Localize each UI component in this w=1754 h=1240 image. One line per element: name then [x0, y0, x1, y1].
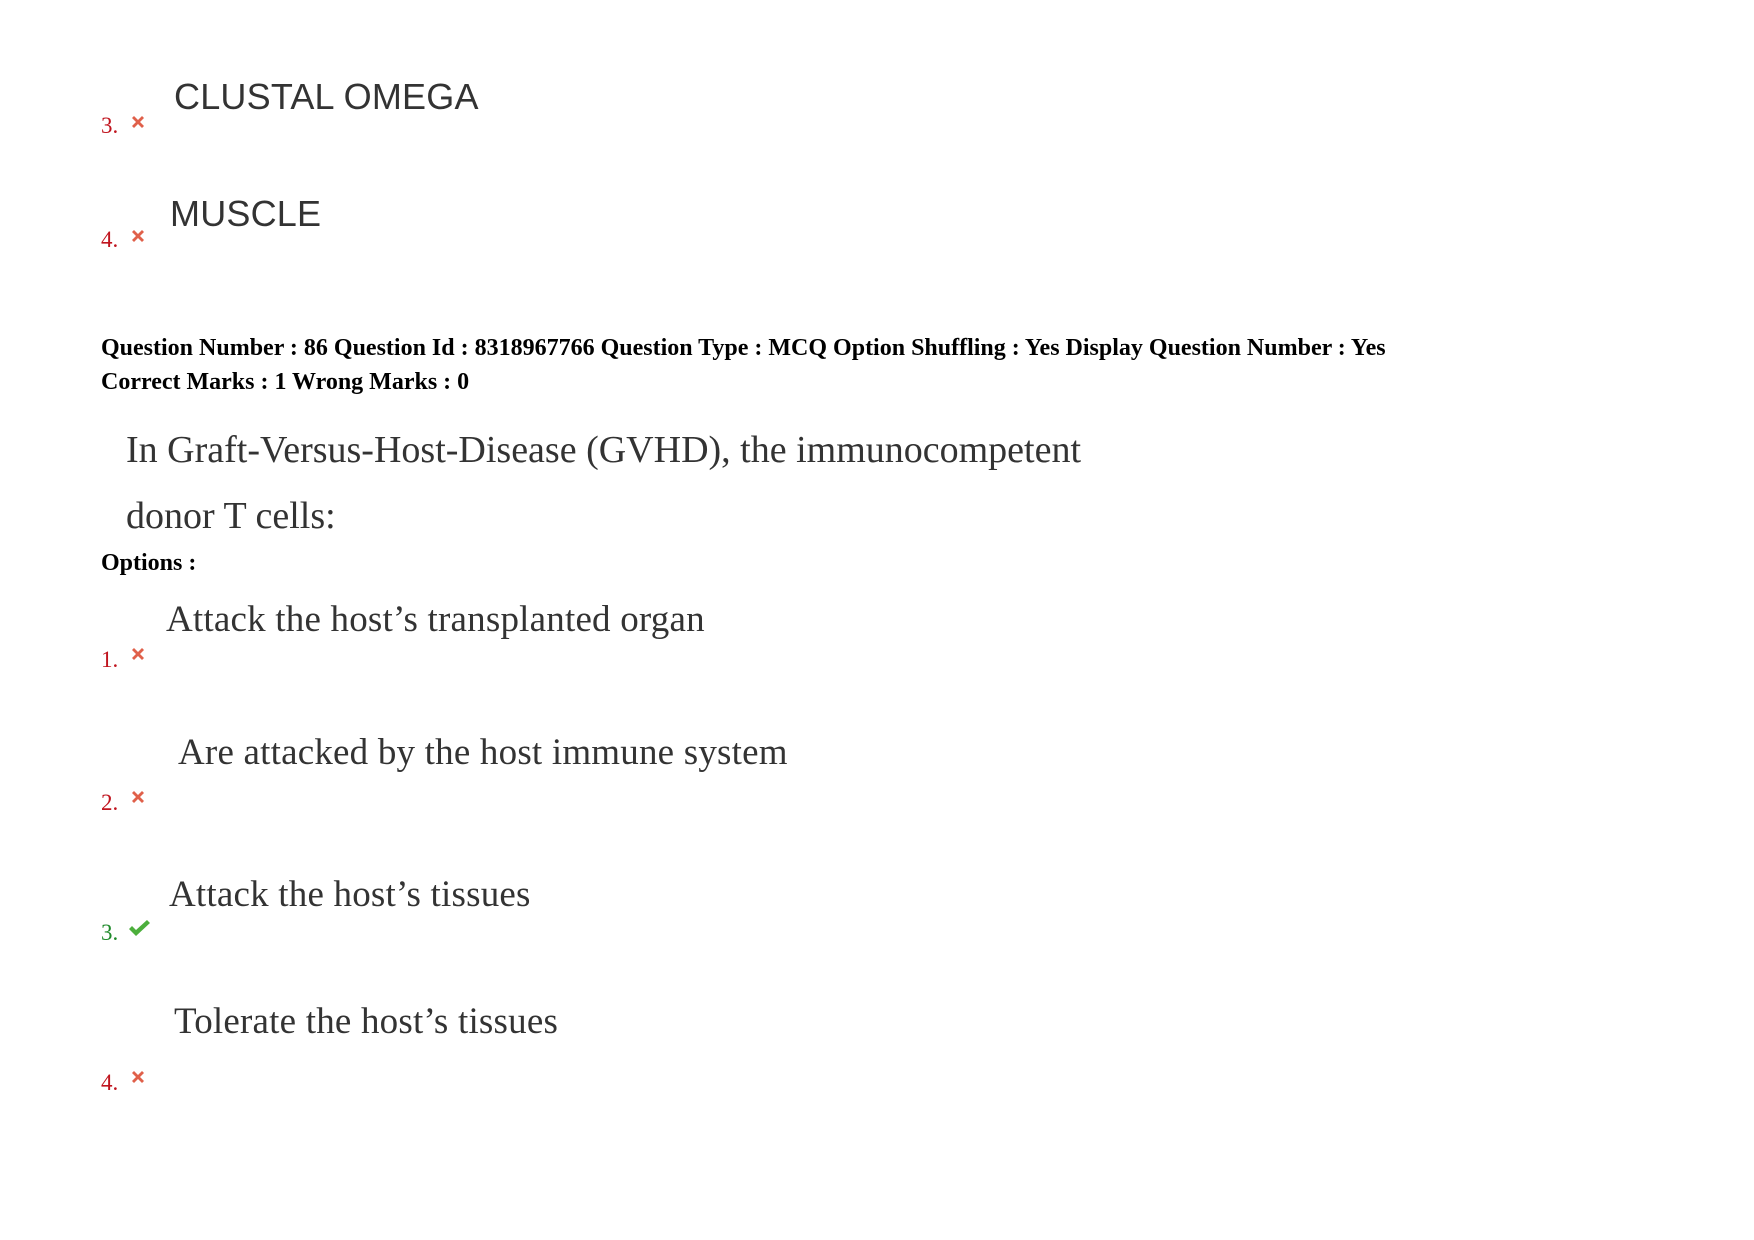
option-4-number: 4.	[101, 1070, 119, 1095]
question-metadata: Question Number : 86 Question Id : 8318967766 Question Type : MCQ Option Shuffling : Yes Display Question Number : Yes	[101, 335, 1386, 361]
option-2-number: 2.	[101, 790, 119, 815]
prev-option-4-number: 4.	[101, 227, 119, 252]
option-1-number: 1.	[101, 647, 119, 672]
cross-icon	[129, 1068, 147, 1086]
option-4-text: Tolerate the host’s tissues	[174, 1001, 559, 1042]
option-1-text: Attack the host’s transplanted organ	[166, 599, 705, 640]
option-2-text: Are attacked by the host immune system	[178, 732, 788, 773]
check-icon	[127, 918, 151, 938]
cross-icon	[129, 645, 147, 663]
prev-option-3-number: 3.	[101, 113, 119, 138]
question-text-line-1: In Graft-Versus-Host-Disease (GVHD), the immunocompetent	[126, 429, 1082, 471]
option-3-text: Attack the host’s tissues	[169, 874, 531, 915]
option-3-number: 3.	[101, 920, 119, 945]
cross-icon	[129, 113, 147, 131]
question-text-line-2: donor T cells:	[126, 495, 336, 537]
options-label: Options :	[101, 550, 197, 576]
prev-option-4-text: MUSCLE	[170, 193, 322, 234]
cross-icon	[129, 788, 147, 806]
cross-icon	[129, 227, 147, 245]
prev-option-3-text: CLUSTAL OMEGA	[174, 76, 479, 117]
question-marks: Correct Marks : 1 Wrong Marks : 0	[101, 369, 470, 395]
